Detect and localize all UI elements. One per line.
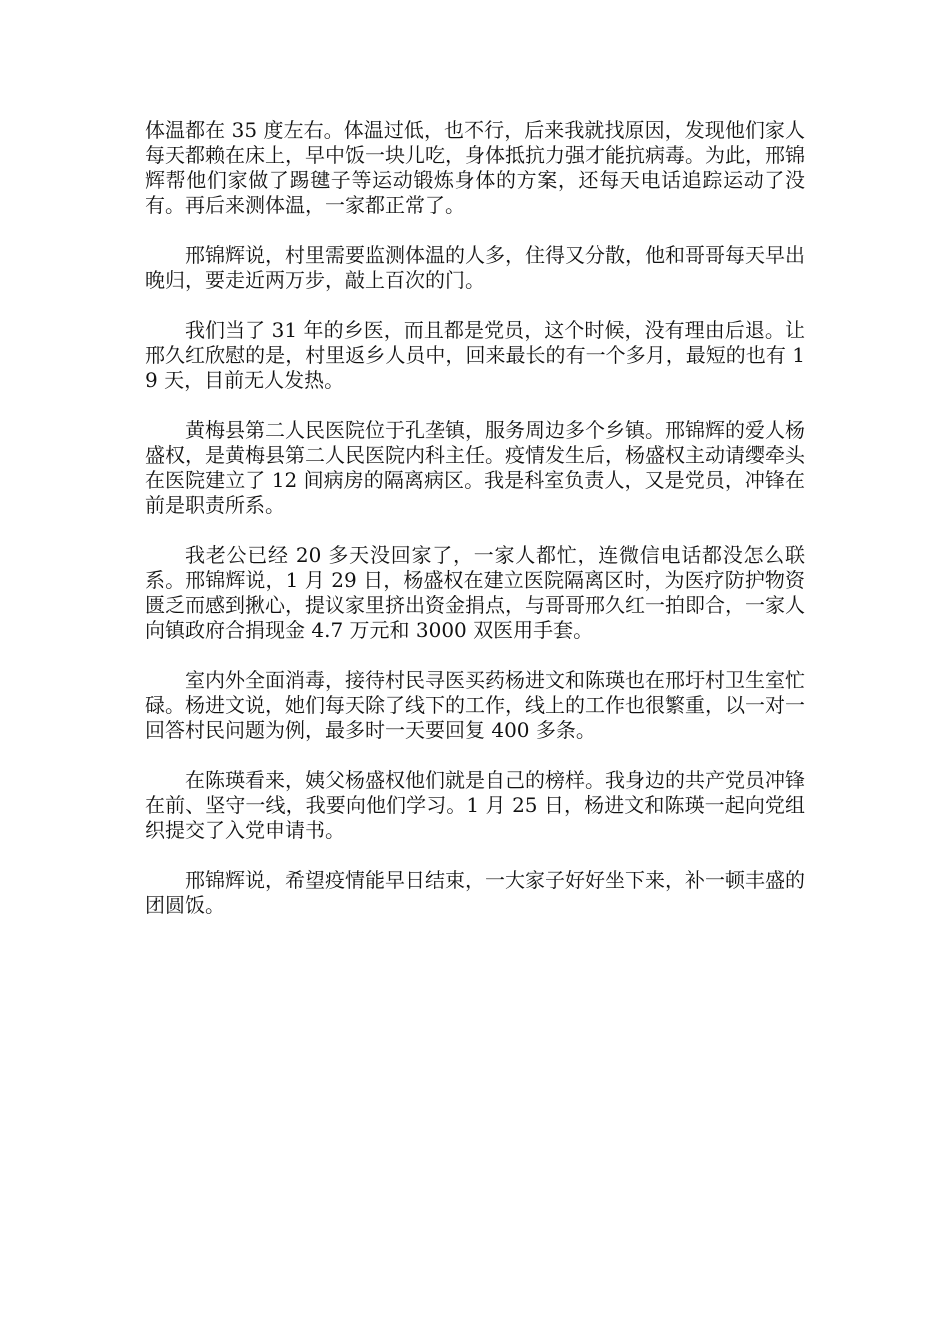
paragraph-2: 邢锦辉说，村里需要监测体温的人多，住得又分散，他和哥哥每天早出晚归，要走近两万步，敲上百次的门。 <box>145 243 805 292</box>
paragraph-7: 在陈瑛看来，姨父杨盛权他们就是自己的榜样。我身边的共产党员冲锋在前、坚守一线，我要向他们学习。1 月 25 日，杨进文和陈瑛一起向党组织提交了入党申请书。 <box>145 768 805 842</box>
paragraph-8: 邢锦辉说，希望疫情能早日结束，一大家子好好坐下来，补一顿丰盛的团圆饭。 <box>145 868 805 917</box>
paragraph-5: 我老公已经 20 多天没回家了，一家人都忙，连微信电话都没怎么联系。邢锦辉说，1 月 29 日，杨盛权在建立医院隔离区时，为医疗防护物资匮乏而感到揪心，提议家里挤出资金捐点，与哥哥邢久红一拍即合，一家人向镇政府合捐现金 4.7 万元和 3000 双医用手套。 <box>145 543 805 642</box>
paragraph-1: 体温都在 35 度左右。体温过低，也不行，后来我就找原因，发现他们家人每天都赖在床上，早中饭一块儿吃，身体抵抗力强才能抗病毒。为此，邢锦辉帮他们家做了踢毽子等运动锻炼身体的方案，还每天电话追踪运动了没有。再后来测体温，一家都正常了。 <box>145 118 805 217</box>
paragraph-6: 室内外全面消毒，接待村民寻医买药杨进文和陈瑛也在邢圩村卫生室忙碌。杨进文说，她们每天除了线下的工作，线上的工作也很繁重，以一对一回答村民问题为例，最多时一天要回复 400 多条。 <box>145 668 805 742</box>
paragraph-4: 黄梅县第二人民医院位于孔垄镇，服务周边多个乡镇。邢锦辉的爱人杨盛权，是黄梅县第二人民医院内科主任。疫情发生后，杨盛权主动请缨牵头在医院建立了 12 间病房的隔离病区。我是科室负责人，又是党员，冲锋在前是职责所系。 <box>145 418 805 517</box>
article-body <box>145 118 805 943</box>
paragraph-3: 我们当了 31 年的乡医，而且都是党员，这个时候，没有理由后退。让邢久红欣慰的是，村里返乡人员中，回来最长的有一个多月，最短的也有 19 天，目前无人发热。 <box>145 318 805 392</box>
